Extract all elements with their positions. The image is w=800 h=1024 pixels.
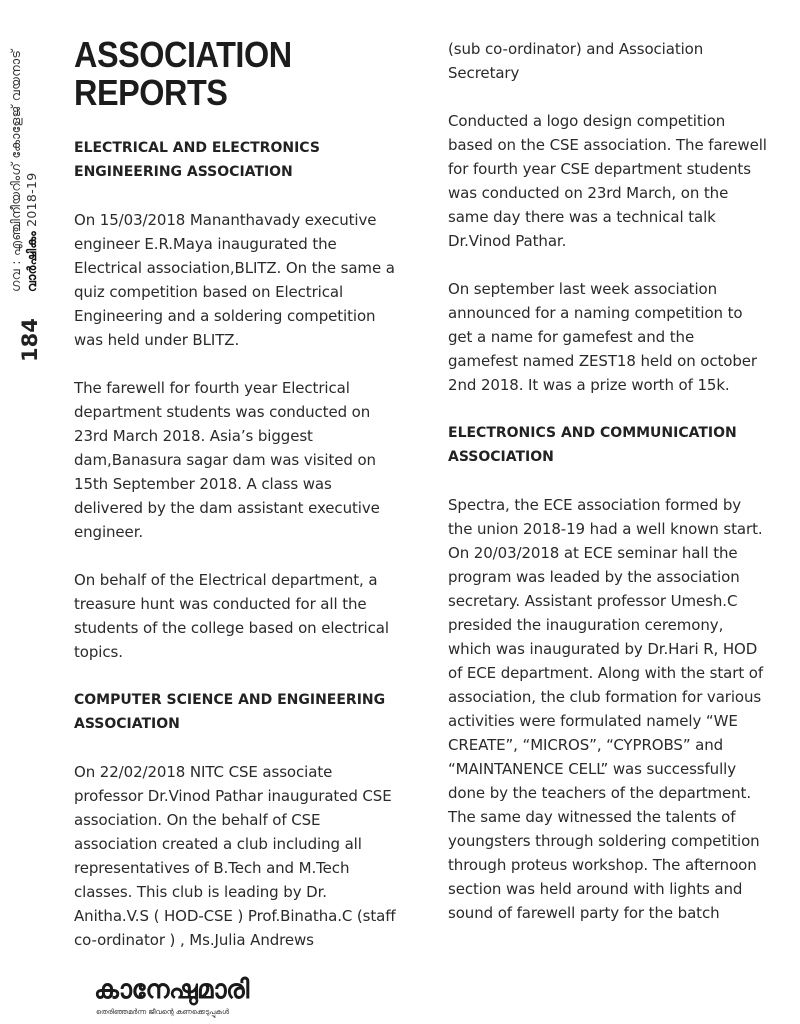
annual-label: [24, 173, 40, 292]
annual-year: 2018-19: [24, 172, 39, 227]
page-title: ASSOCIATION REPORTS: [74, 34, 292, 113]
paragraph: Conducted a logo design competition based on the CSE association. The farewell for fourth year CSE department students was conducted on 23rd March, on the same day there was a technical talk Dr.Vinod Pathar.: [448, 112, 767, 250]
section-heading-cse: COMPUTER SCIENCE AND ENGINEERING ASSOCIATION: [74, 692, 386, 732]
right-column: [448, 37, 768, 925]
publication-logo: [94, 974, 294, 1018]
title-block: [74, 36, 404, 120]
paragraph: The farewell for fourth year Electrical department students was conducted on 23rd March 2018. Asia’s biggest dam,Banasura sagar dam was visited on 15th September 2018. A class was delivered by the dam assistant executive engineer.: [74, 379, 380, 541]
logo-tagline: തെരിഞ്ഞമർന്ന ജീവന്റെ കണക്കെടുപ്പുകൾ: [96, 1008, 230, 1016]
section-heading-eee: ELECTRICAL AND ELECTRONICS ENGINEERING ASSOCIATION: [74, 140, 320, 180]
page-number: 184: [18, 318, 42, 362]
annual-word: വാർഷികം: [24, 231, 39, 292]
paragraph: On september last week association announced for a naming competition to get a name for gamefest and the gamefest named ZEST18 held on october 2nd 2018. It was a prize worth of 15k.: [448, 280, 757, 394]
paragraph: On behalf of the Electrical department, a treasure hunt was conducted for all the students of the college based on electrical topics.: [74, 571, 389, 661]
section-heading-ece: ELECTRONICS AND COMMUNICATION ASSOCIATION: [448, 425, 737, 465]
college-name: ഗവ : എഞ്ചിനീയറിംഗ് കോളേജ് വയനാട്: [8, 49, 23, 292]
logo-name: കാനേഷുമാരി: [94, 975, 249, 1005]
paragraph: On 22/02/2018 NITC CSE associate professor Dr.Vinod Pathar inaugurated CSE association. On the behalf of CSE association created a club including all representatives of B.Tech and M.Tech classes. This club is leading by Dr. Anitha.V.S ( HOD-CSE ) Prof.Binatha.C (staff co-ordinator ) , Ms.Julia Andrews: [74, 763, 396, 949]
paragraph: Spectra, the ECE association formed by the union 2018-19 had a well known start. On 20/03/2018 at ECE seminar hall the program was leaded by the association secretary. Assistant professor Umesh.C presided the inauguration ceremony, which was inaugurated by Dr.Hari R, HOD of ECE department. Along with the start of association, the club formation for various activities were formulated namely “WE CREATE”, “MICROS”, “CYPROBS” and “MAINTANENCE CELL” was successfully done by the teachers of the department. The same day witnessed the talents of youngsters through soldering competition through proteus workshop. The afternoon section was held around with lights and sound of farewell party for the batch: [448, 496, 764, 922]
left-column: [74, 36, 404, 952]
margin-strip: [6, 30, 42, 362]
paragraph: On 15/03/2018 Mananthavady executive engineer E.R.Maya inaugurated the Electrical association,BLITZ. On the same a quiz competition based on Electrical Engineering and a soldering competition was held under BLITZ.: [74, 211, 395, 349]
paragraph: (sub co-ordinator) and Association Secretary: [448, 40, 704, 82]
